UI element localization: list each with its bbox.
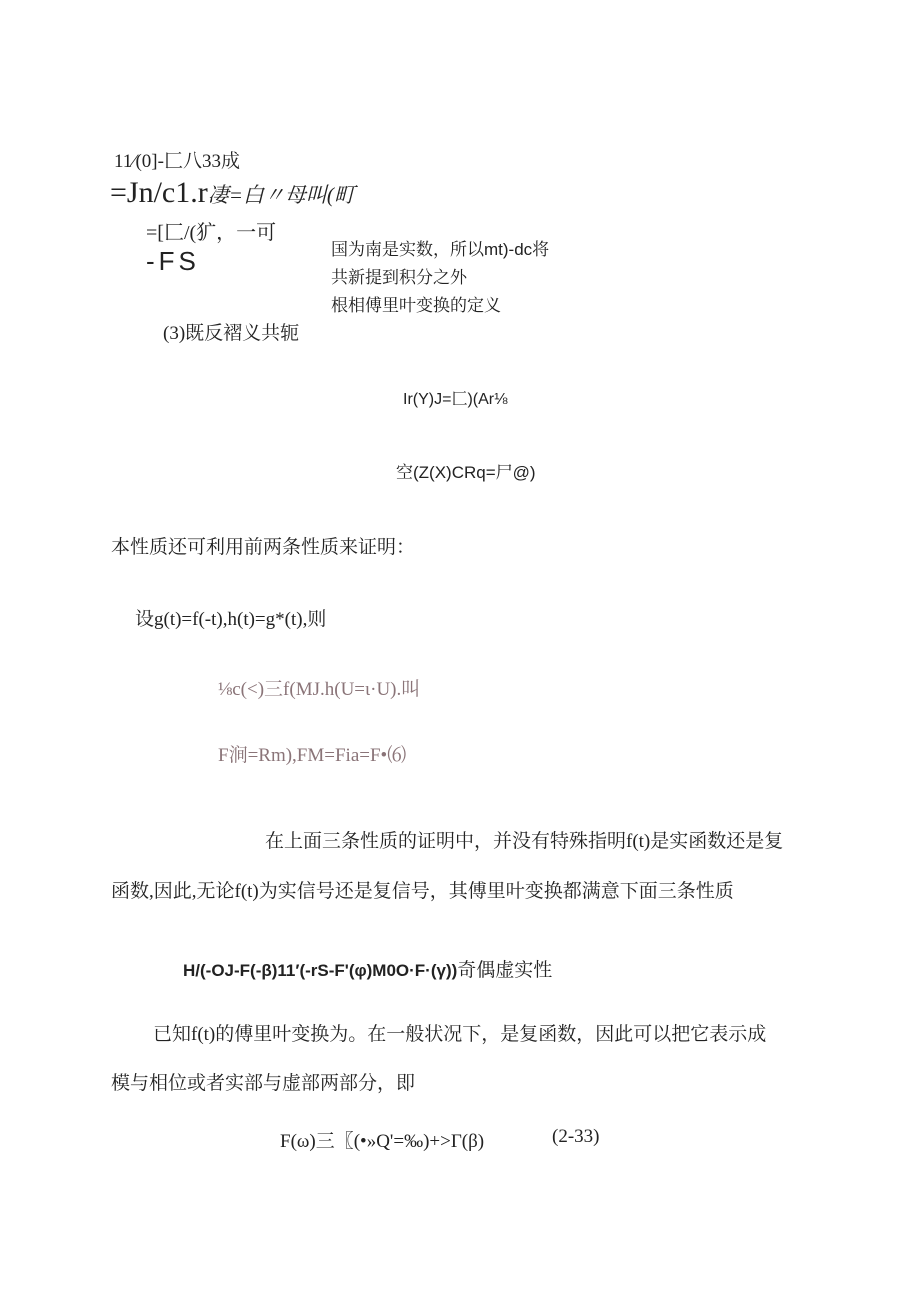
formula-b: 空(Z(X)CRq=尸@) [396,463,536,482]
side-note-2: 共新提到积分之外 [331,268,467,287]
side-note-3: 根相傅里叶变换的定义 [331,296,501,315]
summary-label: 奇偶虚实性 [457,960,553,981]
summary-line [183,955,552,982]
formula-line-2 [110,176,355,210]
summary-formula: H/(-OJ-F(-β)11′(-rS-F'(φ)M0O·F·(γ)) [183,961,458,980]
formula-derivation-2: F涧=Rm),FM=Fia=F•⑹ [218,745,407,766]
equation-2-33: F(ω)三〖(•»Q'=‰)+>Γ(β) [280,1131,485,1152]
section-heading-3: (3)既反褶义共轭 [163,323,300,344]
formula-line-2-main: =Jn/c1.r [110,176,208,209]
formula-derivation-1: ⅛c(<)三f(MJ.h(U=ι·U).叫 [218,679,421,700]
paragraph-let: 设g(t)=f(-t),h(t)=g*(t),则 [135,609,327,630]
paragraph-properties-line-1: 在上面三条性质的证明中，并没有特殊指明f(t)是实函数还是复 [265,831,784,852]
formula-line-3: =[匚/(犷，一可 [146,222,277,244]
formula-line-2-tail: 凄=白〃母叫(町 [207,183,355,207]
equation-number: (2-33) [552,1126,600,1147]
formula-a: Ir(Y)J=匚)(Ar⅛ [403,391,508,408]
paragraph-proof-intro: 本性质还可利用前两条性质来证明： [111,537,416,558]
side-note-1: 国为南是实数，所以mt)-dc将 [331,240,550,259]
paragraph-properties-line-2: 函数,因此,无论f(t)为实信号还是复信号，其傅里叶变换都满意下面三条性质 [111,881,734,902]
paragraph-ft-line-1: 已知f(t)的傅里叶变换为。在一般状况下，是复函数，因此可以把它表示成 [153,1024,767,1045]
paragraph-ft-line-2: 模与相位或者实部与虚部两部分，即 [111,1073,416,1094]
formula-line-1: 11∕(0]-匚八33成 [114,151,240,172]
formula-line-4: -FS [146,246,200,276]
